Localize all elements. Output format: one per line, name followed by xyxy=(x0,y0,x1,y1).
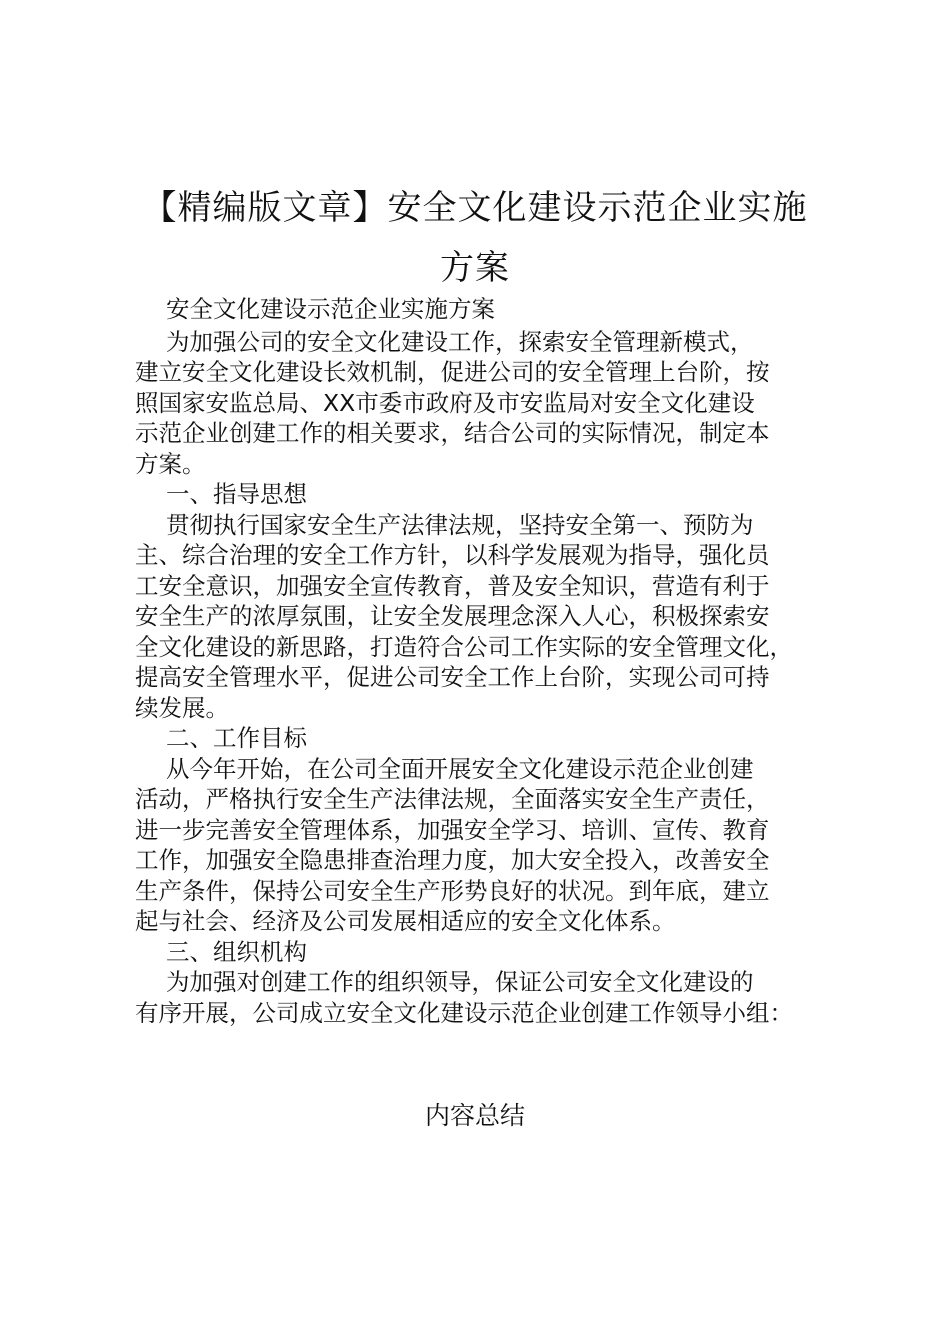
paragraph-line: 示范企业创建工作的相关要求，结合公司的实际情况，制定本 xyxy=(135,419,770,447)
paragraph-line: 贯彻执行国家安全生产法律法规，坚持安全第一、预防为 xyxy=(166,511,754,539)
section-heading-2: 二、工作目标 xyxy=(166,724,307,752)
paragraph-line: 活动，严格执行安全生产法律法规，全面落实安全生产责任， xyxy=(135,785,770,813)
paragraph-line: 从今年开始，在公司全面开展安全文化建设示范企业创建 xyxy=(166,755,754,783)
paragraph-line: 续发展。 xyxy=(135,694,229,722)
paragraph-line: 起与社会、经济及公司发展相适应的安全文化体系。 xyxy=(135,907,676,935)
paragraph-line: 有序开展，公司成立安全文化建设示范企业创建工作领导小组： xyxy=(135,999,793,1027)
paragraph-line: 建立安全文化建设长效机制，促进公司的安全管理上台阶，按 xyxy=(135,358,770,386)
paragraph-line: 提高安全管理水平，促进公司安全工作上台阶，实现公司可持 xyxy=(135,663,770,691)
document-title-line-2: 方案 xyxy=(440,248,510,288)
paragraph-line: 工安全意识，加强安全宣传教育，普及安全知识，营造有利于 xyxy=(135,572,770,600)
paragraph-line: 生产条件，保持公司安全生产形势良好的状况。到年底，建立 xyxy=(135,877,770,905)
document-title-line-1: 【精编版文章】安全文化建设示范企业实施 xyxy=(142,188,808,228)
summary-heading: 内容总结 xyxy=(424,1101,525,1130)
paragraph-line: 工作，加强安全隐患排查治理力度，加大安全投入，改善安全 xyxy=(135,846,770,874)
paragraph-line: 方案。 xyxy=(135,450,206,478)
paragraph-line: 进一步完善安全管理体系，加强安全学习、培训、宣传、教育 xyxy=(135,816,770,844)
subtitle-line: 安全文化建设示范企业实施方案 xyxy=(166,295,495,323)
paragraph-line: 为加强对创建工作的组织领导，保证公司安全文化建设的 xyxy=(166,968,754,996)
paragraph-line: 为加强公司的安全文化建设工作，探索安全管理新模式， xyxy=(166,328,754,356)
section-heading-1: 一、指导思想 xyxy=(166,480,307,508)
paragraph-line: 主、综合治理的安全工作方针，以科学发展观为指导，强化员 xyxy=(135,541,770,569)
section-heading-3: 三、组织机构 xyxy=(166,938,307,966)
paragraph-line: 安全生产的浓厚氛围，让安全发展理念深入人心，积极探索安 xyxy=(135,602,770,630)
paragraph-line: 全文化建设的新思路，打造符合公司工作实际的安全管理文化， xyxy=(135,633,793,661)
paragraph-line: 照国家安监总局、XX市委市政府及市安监局对安全文化建设 xyxy=(135,389,755,417)
